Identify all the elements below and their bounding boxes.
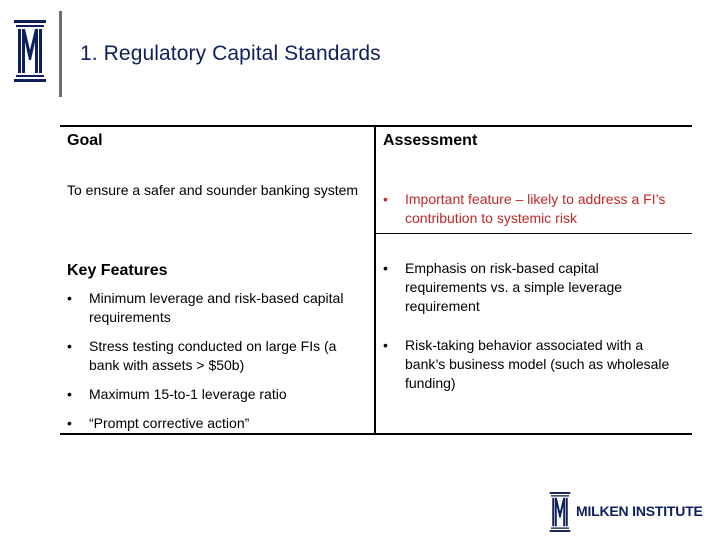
header-divider <box>59 11 62 97</box>
assessment-header: Assessment <box>383 132 478 149</box>
goal-header: Goal <box>67 132 103 149</box>
list-item: • Important feature – likely to address a FI’s contribution to systemic risk <box>383 191 666 226</box>
goal-text: To ensure a safer and sounder banking system <box>67 182 359 198</box>
brand-name: MILKEN INSTITUTE <box>576 503 703 519</box>
page-title: 1. Regulatory Capital Standards <box>80 42 381 65</box>
list-item: • Risk-taking behavior associated with a bank’s business model (such as wholesale funding) <box>383 337 670 391</box>
milken-logo-icon <box>14 20 46 82</box>
list-item: • Emphasis on risk-based capital requirements vs. a simple leverage requirement <box>383 260 623 314</box>
list-item: • Stress testing conducted on large FIs (a bank with assets > $50b) <box>67 338 337 373</box>
assessment-list <box>383 190 683 413</box>
table-top-rule <box>60 125 692 127</box>
key-features-heading: Key Features <box>67 262 168 279</box>
column-divider <box>374 125 376 435</box>
key-features-list <box>67 289 367 443</box>
list-item: • “Prompt corrective action” <box>67 415 250 431</box>
list-item: • Maximum 15-to-1 leverage ratio <box>67 386 287 402</box>
list-item: • Minimum leverage and risk-based capital requirements <box>67 290 344 325</box>
milken-logo-icon <box>549 492 571 532</box>
